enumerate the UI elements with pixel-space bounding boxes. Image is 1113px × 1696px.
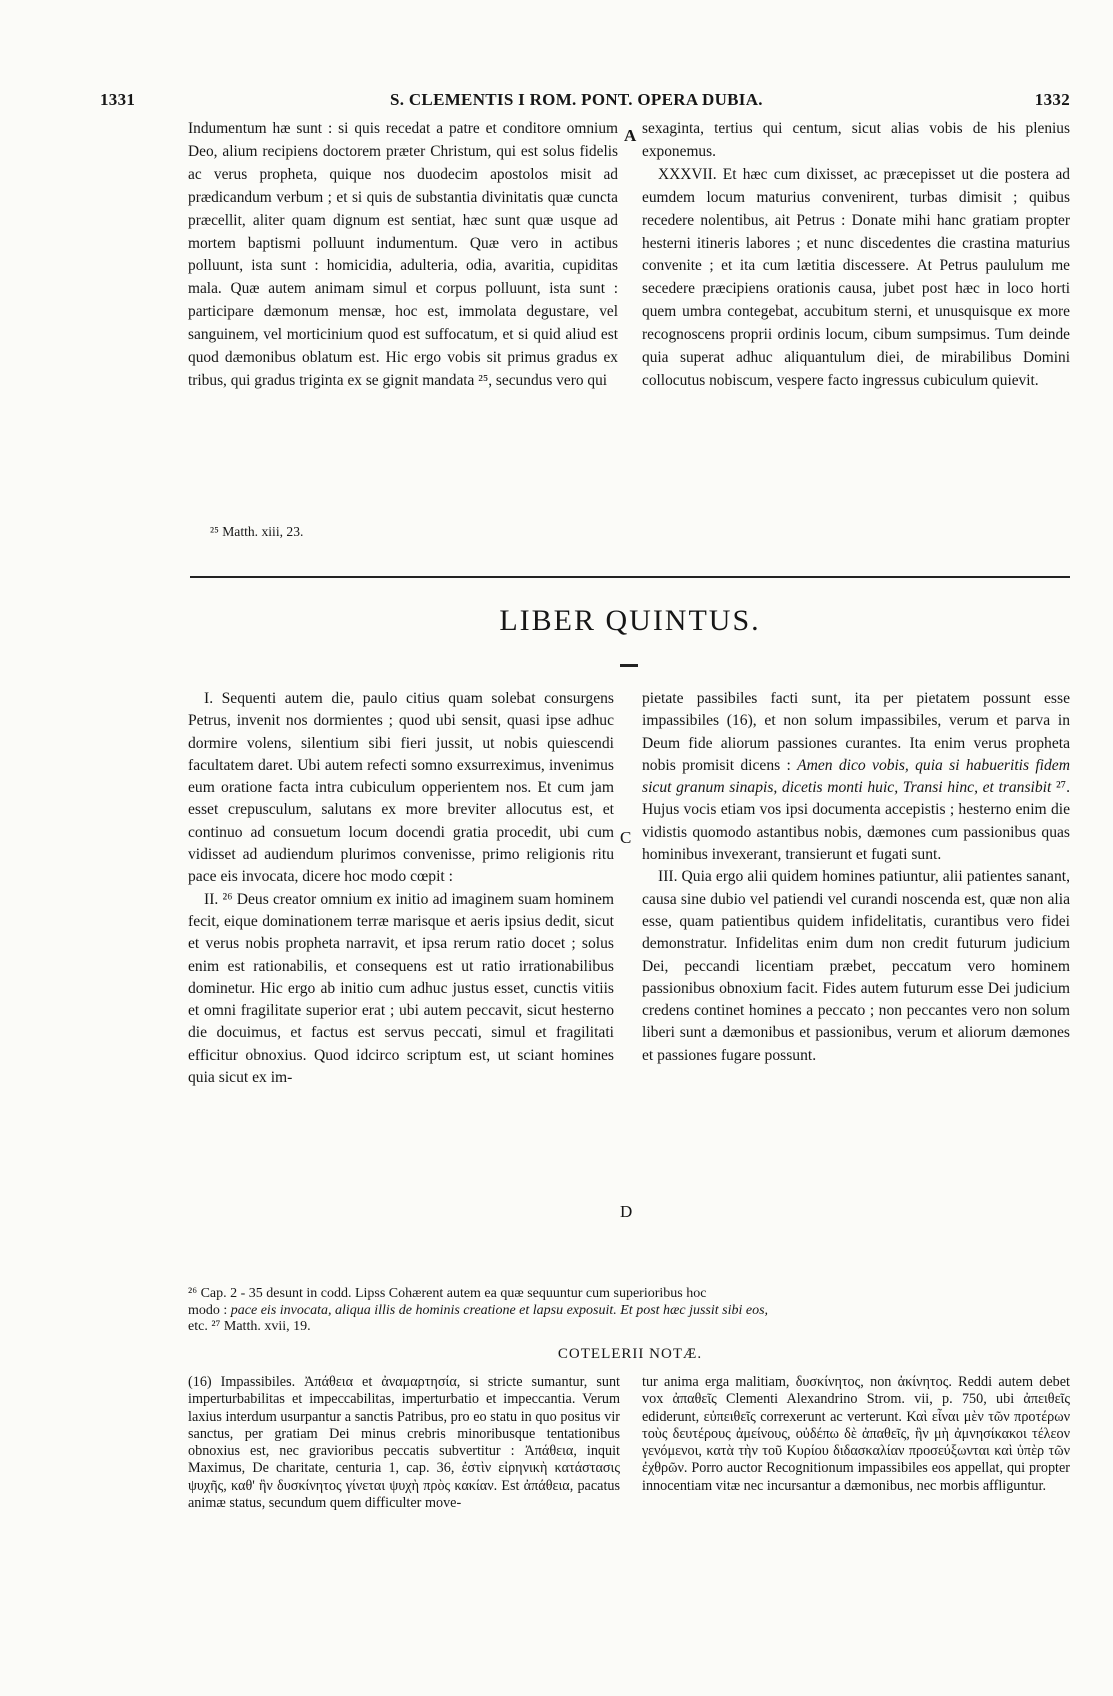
main-right-column [642, 688, 1070, 1067]
footnote-line-2-start: modo : [188, 1302, 231, 1318]
margin-marker-d: D [620, 1202, 633, 1221]
top-right-paragraph-1: sexaginta, tertius qui centum, sicut alias vobis de his plenius exponemus. [642, 120, 1070, 160]
chapter-3-paragraph: III. Quia ergo alii quidem homines patiuntur, alii patientes sanant, causa sine dubio vel patiendi vel curandi noscenda est, quæ non alia esse, quam patientibus quidem infidelitatis, curantibus vero fidei demonstratur. Infidelitas enim dum non credit futurum judicium Dei, peccandi licentiam præbet, peccatum vero hominem passionibus obnoxium facit. Fides autem futurum esse Dei judicium credens continet homines a peccato ; non peccantes vero non solum liberi sunt a dæmonibus et passionibus, verum et aliorum dæmones et passiones fugare possunt. [642, 868, 1070, 1064]
main-left-column [188, 688, 614, 1089]
running-header [100, 90, 1070, 116]
chapter-1-paragraph: I. Sequenti autem die, paulo citius quam solebat consurgens Petrus, invenit nos dormientes ; quod ubi sensit, quasi ipse adhuc dormire volens, silentium sibi fieri jussit, ut nobis quiescendi facultatem daret. Ubi autem refecti somno exsurreximus, invenimus eum oratione facta intra cubiculum opperientem nos. Et cum jam esset crepusculum, salutans ex more breviter allocutus est, et continuo ad consuetum locum docendi gratia procedit, ubi cum vidisset ad audiendum plurimos convenisse, primo religionis ritu pace eis invocata, dicere hoc modo cœpit : [188, 690, 614, 886]
chapter-2-continuation [642, 688, 1070, 866]
note-16-text: (16) Impassibiles. Ἀπάθεια et ἀναμαρτησία, si stricte sumantur, sunt imperturbabilitas et impeccabilitas, imperturbatio et impeccantia. Verum laxius interdum usurpantur a sanctis Patribus, pro eo statu in quo positus vir sanctus, per gratiam Dei minus crebris minoribusque tentationibus obnoxius est, nec gravioribus peccatis subvertitur : Ἀπάθεια, inquit Maximus, De charitate, centuria 1, cap. 36, ἐστὶν εἰρηνικὴ κατάστασις ψυχῆς, καθ' ἣν δυσκίνητος γίνεται ψυχὴ πρὸς κακίαν. Est ἀπάθεια, pacatus animæ status, secundum quem difficulter move- [188, 1374, 620, 1512]
chapter-2-paragraph: II. ²⁶ Deus creator omnium ex initio ad imaginem suam hominem fecit, eique dominationem terræ marisque et aeris ipsius dedit, sicut et verus nobis propheta narravit, et ipsa rerum ratio docet ; solus enim est rationabilis, et consequens est ut ratio irrationabilibus dominetur. Hic ergo ab initio cum adhuc justus esset, cunctis vitiis et omni fragilitate superior erat ; ubi autem peccavit, sicut hesterno die docuimus, et factus est servus peccati, simul et fragilitati efficitur obnoxius. Quod idcirco scriptum est, ut sciant homines quia sicut ex im- [188, 890, 614, 1087]
margin-marker-c: C [620, 828, 632, 847]
section-rule [190, 576, 1070, 578]
margin-marker-a: A [624, 126, 637, 145]
top-right-column [642, 118, 1070, 393]
continuation-text-2: ²⁷. Hujus vocis etiam vos ipsi documenta accepistis ; hesterno enim die vidistis quomodo astantibus nobis, dæmones cum passionibus quas hominibus invexerant, transierunt et fugati sunt. [642, 779, 1070, 864]
continuation-text: pietate passibiles facti sunt, ita per pietatem possunt esse impassibiles (16), et non solum impassibiles, verum et parva in Deum fide aliorum passiones curantes. Ita enim verus propheta nobis promisit dicens : [642, 690, 1070, 774]
header-title: S. CLEMENTIS I ROM. PONT. OPERA DUBIA. [390, 90, 763, 109]
top-right-paragraph-2: XXXVII. Et hæc cum dixisset, ac præcepisset ut die postera ad eumdem locum maturius convenirent, turbas dimisit ; quibus recedere nolentibus, ait Petrus : Donate mihi hanc gratiam propter hesterni itineris labores ; et nunc discedentes die crastina maturius convenite ; et ita cum lætitia discesserе. At Petrus paululum me secedere præcipiens orationis causa, jubet post hæc in loco horti quem umbra contegebat, accubitum sterni, et unusquisque ex more recognoscens proprii ordinis locum, cibum sumpsimus. Tum deinde quia superat adhuc aliquantulum diei, de mirabilibus Domini collocutus nobiscum, vespere facto ingressus cubiculum quievit. [642, 165, 1070, 389]
note-16-continuation: tur anima erga malitiam, δυσκίνητος, non ἀκίνητος. Reddi autem debet vox ἀπαθεῖς Clementi Alexandrino Strom. vii, p. 750, ubi ἀπειθεῖς ediderunt, εὐπειθεῖς correxerunt ac verterunt. Καὶ εἶναι μὲν τῶν προτέρων τοὺς δευτέρους ἀμείνους, οὐδέπω δὲ ἀπαθεῖς, ἣν μὴ ἀμνησίκακοι τέλεον γενόμενοι, κατὰ τὴν τοῦ Κυρίου διδασκαλίαν προσεύξωνται καὶ ὑπὲρ τῶν ἐχθρῶν. Porro auctor Recognitionum impassibiles eos appellat, qui propter innocentiam vitæ nec incursantur a dæmonibus, nec morbis affliguntur. [642, 1374, 1070, 1494]
top-left-column [188, 118, 618, 393]
book-title: LIBER QUINTUS. [499, 604, 761, 637]
footnote-line-3: etc. ²⁷ Matth. xvii, 19. [188, 1319, 311, 1334]
top-left-paragraph: Indumentum hæ sunt : si quis recedat a patre et conditore omnium Deo, alium recipiens doctorem præter Christum, qui est solus fidelis ac verus propheta, quique nos duodecim apostolos misit ad prædicandum verbum ; et si quis de substantia divinitatis quæ cuncta præcellit, aliter quam dignum est sentiat, hæc sunt quæ usque ad mortem baptismi polluunt indumentum. Quæ vero in actibus polluunt, ista sunt : homicidia, adulteria, odia, avaritia, cupiditas mala. Quæ autem animam simul et corpus polluunt, ista sunt : participare dæmonum mensæ, hoc est, immolata degustare, vel sanguinem, vel morticinium quod est suffocatum, et si quid aliud est quod dæmonibus oblatum est. Hic ergo vobis sit primus gradus ex tribus, qui gradus triginta ex se gignit mandata ²⁵, secundus vero qui [188, 120, 618, 389]
top-left-footnote: ²⁵ Matth. xiii, 23. [210, 524, 304, 539]
scripture-quote: Amen dico vobis, quia si habueritis fidem sicut granum sinapis, dicetis monti huic, Transi hinc, et transibit [642, 756, 1070, 797]
footnote-quote: pace eis invocata, aliqua illis de hominis creatione et lapsu exposuit. Et post hæc jussit sibi eos, [230, 1302, 769, 1318]
page-number-right: 1332 [1034, 90, 1070, 109]
footnote-line-1: ²⁶ Cap. 2 - 35 desunt in codd. Lipss Cohærent autem ea quæ sequuntur cum superioribus hoc [188, 1286, 707, 1301]
notes-right-column [642, 1374, 1070, 1495]
footnotes [188, 1286, 1070, 1336]
notes-left-column [188, 1374, 620, 1512]
footnote-line-2 [188, 1303, 1070, 1320]
notes-title: COTELERII NOTÆ. [557, 1346, 703, 1362]
title-dash [620, 664, 638, 667]
page-number-left: 1331 [100, 90, 136, 109]
